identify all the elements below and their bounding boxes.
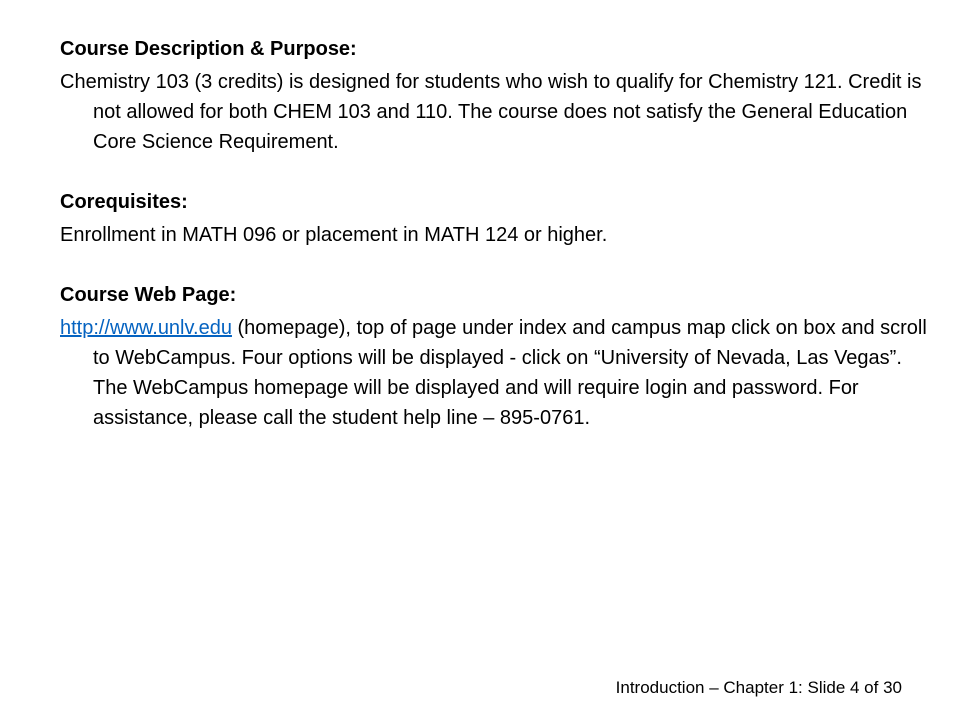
corequisites-text: Enrollment in MATH 096 or placement in MATH 124 or higher. [60, 224, 608, 246]
course-web-page-heading: Course Web Page: [60, 284, 237, 306]
corequisites-heading: Corequisites: [60, 191, 188, 213]
unlv-homepage-link[interactable]: http://www.unlv.edu [60, 317, 232, 339]
course-web-page-text [60, 313, 929, 433]
spacer [60, 250, 920, 280]
slide-footer: Introduction – Chapter 1: Slide 4 of 30 [615, 678, 902, 697]
slide-content [60, 34, 927, 433]
course-web-page-instructions: (homepage), top of page under index and campus map click on box and scroll to WebCampus. Four options will be displayed - click on “University of Nevada, Las Vegas”. The WebCampus homepage will be displayed and will require login and password. For assistance, please call the student help line – 895-0761. [93, 317, 927, 429]
spacer [60, 157, 920, 187]
course-description-text: Chemistry 103 (3 credits) is designed for students who wish to qualify for Chemistry 121. Credit is not allowed for both CHEM 103 and 110. The course does not satisfy the General Education Core Science Requirement. [60, 71, 922, 153]
course-description-heading: Course Description & Purpose: [60, 38, 357, 60]
